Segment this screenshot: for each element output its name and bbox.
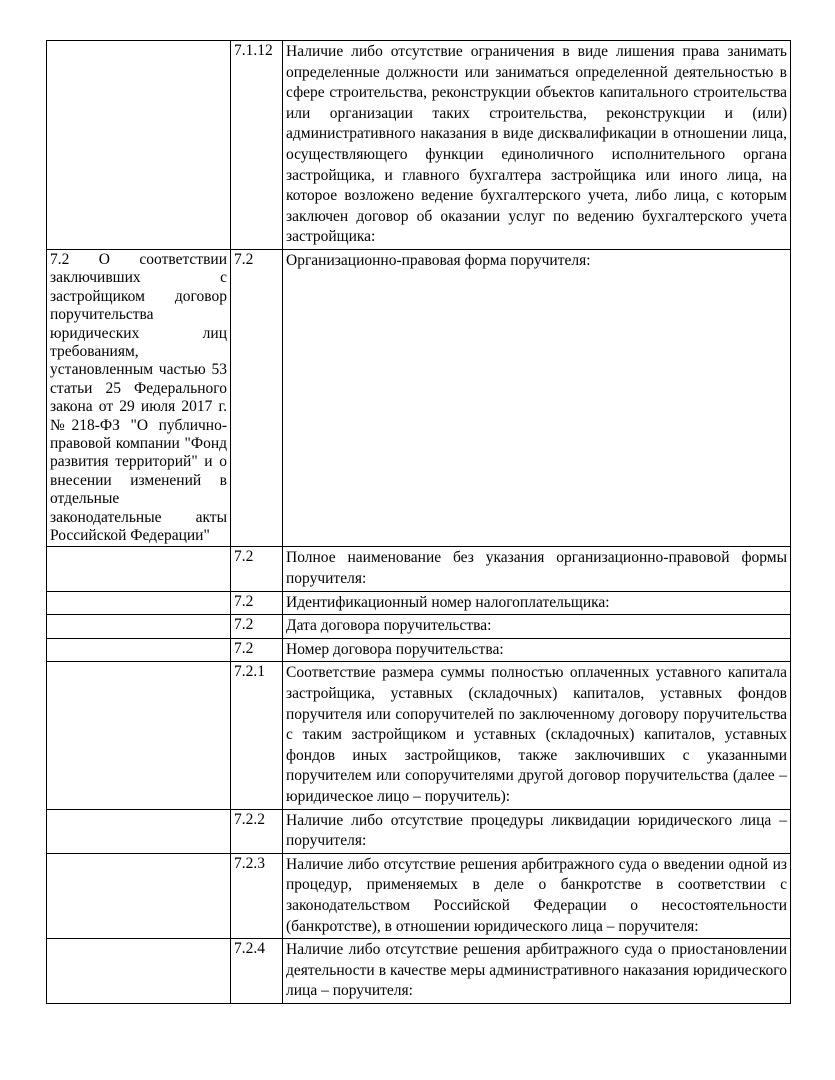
table-row — [47, 591, 791, 615]
section-cell — [47, 662, 231, 809]
clause-number-cell: 7.2 — [231, 591, 283, 615]
clause-number-cell: 7.2 — [231, 615, 283, 639]
clause-number-cell: 7.2.4 — [231, 939, 283, 1004]
section-cell — [47, 41, 231, 250]
clause-number-cell: 7.2 — [231, 547, 283, 591]
table-row — [47, 249, 791, 547]
clause-number-cell: 7.2.3 — [231, 853, 283, 938]
requirements-table — [46, 40, 791, 1004]
clause-number-cell: 7.2.2 — [231, 809, 283, 853]
description-cell: Соответствие размера суммы полностью оплаченных уставного капитала застройщика, уставных (складочных) капиталов, уставных фондов поручителя или сопоручителей по заключенному договору поручительства с таким застройщиком и уставных (складочных) капиталов, уставных фондов иных застройщиков, также заключивших с указанными поручителем или сопоручителями другой договор поручительства (далее – юридическое лицо – поручитель): — [283, 662, 791, 809]
section-cell — [47, 853, 231, 938]
description-cell: Наличие либо отсутствие решения арбитражного суда о приостановлении деятельности в качестве меры административного наказания юридического лица – поручителя: — [283, 939, 791, 1004]
description-cell: Полное наименование без указания организационно-правовой формы поручителя: — [283, 547, 791, 591]
clause-number-cell: 7.2 — [231, 638, 283, 662]
table-row — [47, 939, 791, 1004]
clause-number-cell: 7.1.12 — [231, 41, 283, 250]
section-cell — [47, 591, 231, 615]
description-cell: Номер договора поручительства: — [283, 638, 791, 662]
section-cell — [47, 547, 231, 591]
table-row — [47, 615, 791, 639]
description-cell: Идентификационный номер налогоплательщика: — [283, 591, 791, 615]
section-cell — [47, 809, 231, 853]
clause-number-cell: 7.2.1 — [231, 662, 283, 809]
section-cell — [47, 615, 231, 639]
table-row — [47, 809, 791, 853]
table-row — [47, 41, 791, 250]
table-row — [47, 662, 791, 809]
description-cell: Наличие либо отсутствие процедуры ликвидации юридического лица – поручителя: — [283, 809, 791, 853]
table-row — [47, 638, 791, 662]
table-row — [47, 547, 791, 591]
description-cell: Наличие либо отсутствие решения арбитражного суда о введении одной из процедур, применяемых в деле о банкротстве в соответствии с законодательством Российской Федерации о несостоятельности (банкротстве), в отношении юридического лица – поручителя: — [283, 853, 791, 938]
description-cell: Организационно-правовая форма поручителя: — [283, 249, 791, 547]
section-cell — [47, 638, 231, 662]
section-cell: 7.2 О соответствии заключивших с застройщиком договор поручительства юридических лиц требованиям, установленным частью 53 статьи 25 Федерального закона от 29 июля 2017 г. №218-ФЗ "О публично-правовой компании "Фонд развития территорий" и о внесении изменений в отдельные законодательные акты Российской Федерации" — [47, 249, 231, 547]
description-cell: Дата договора поручительства: — [283, 615, 791, 639]
table-row — [47, 853, 791, 938]
section-cell — [47, 939, 231, 1004]
clause-number-cell: 7.2 — [231, 249, 283, 547]
description-cell: Наличие либо отсутствие ограничения в виде лишения права занимать определенные должности или заниматься определенной деятельностью в сфере строительства, реконструкции объектов капитального строительства или организации таких строительства, реконструкции и (или) административного наказания в виде дисквалификации в отношении лица, осуществляющего функции единоличного исполнительного органа застройщика, и главного бухгалтера застройщика или иного лица, на которое возложено ведение бухгалтерского учета, либо лица, с которым заключен договор об оказании услуг по ведению бухгалтерского учета застройщика: — [283, 41, 791, 250]
